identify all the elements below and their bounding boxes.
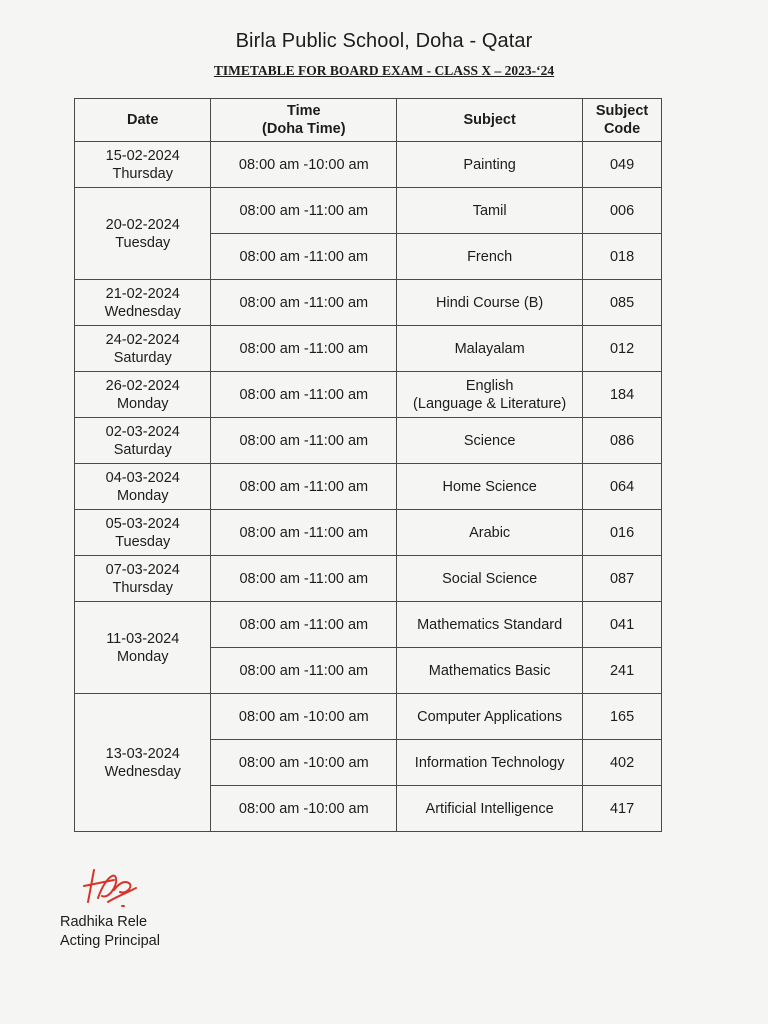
date-cell bbox=[75, 694, 211, 832]
exam-date: 07-03-2024 bbox=[105, 561, 180, 578]
subject-cell: Malayalam bbox=[397, 326, 583, 372]
timetable-subtitle: TIMETABLE FOR BOARD EXAM - CLASS X – 2023-‘24 bbox=[213, 63, 555, 78]
subject-line1: English bbox=[465, 377, 514, 394]
signature-mark bbox=[78, 862, 142, 910]
exam-date: 20-02-2024 bbox=[105, 216, 180, 233]
subject-cell bbox=[397, 372, 583, 418]
subject-cell: French bbox=[397, 234, 583, 280]
header-time bbox=[211, 99, 397, 142]
exam-day: Wednesday bbox=[104, 303, 181, 320]
subject-cell: Science bbox=[397, 418, 583, 464]
time-cell: 08:00 am -11:00 am bbox=[211, 234, 397, 280]
exam-day: Saturday bbox=[113, 441, 172, 458]
time-cell: 08:00 am -10:00 am bbox=[211, 142, 397, 188]
date-cell bbox=[75, 188, 211, 280]
code-cell: 041 bbox=[583, 602, 662, 648]
date-cell bbox=[75, 142, 211, 188]
exam-day: Monday bbox=[116, 648, 169, 665]
time-cell: 08:00 am -11:00 am bbox=[211, 280, 397, 326]
subject-cell: Painting bbox=[397, 142, 583, 188]
code-cell: 417 bbox=[583, 786, 662, 832]
exam-day: Thursday bbox=[112, 165, 173, 182]
exam-day: Thursday bbox=[112, 579, 173, 596]
exam-date: 05-03-2024 bbox=[105, 515, 180, 532]
table-row bbox=[75, 694, 662, 740]
code-cell: 006 bbox=[583, 188, 662, 234]
time-cell: 08:00 am -11:00 am bbox=[211, 648, 397, 694]
subject-cell: Mathematics Basic bbox=[397, 648, 583, 694]
header-date: Date bbox=[75, 99, 211, 142]
table-row bbox=[75, 556, 662, 602]
time-cell: 08:00 am -11:00 am bbox=[211, 556, 397, 602]
date-cell bbox=[75, 326, 211, 372]
header-code-line2: Code bbox=[603, 121, 641, 137]
date-cell bbox=[75, 418, 211, 464]
exam-day: Wednesday bbox=[104, 763, 181, 780]
subject-cell: Tamil bbox=[397, 188, 583, 234]
subject-cell: Arabic bbox=[397, 510, 583, 556]
header-subject: Subject bbox=[397, 99, 583, 142]
exam-date: 04-03-2024 bbox=[105, 469, 180, 486]
time-cell: 08:00 am -11:00 am bbox=[211, 188, 397, 234]
signatory-name: Radhika Rele bbox=[60, 914, 148, 930]
subject-cell: Information Technology bbox=[397, 740, 583, 786]
time-cell: 08:00 am -11:00 am bbox=[211, 602, 397, 648]
exam-date: 15-02-2024 bbox=[105, 147, 180, 164]
exam-day: Monday bbox=[116, 487, 169, 504]
subject-line2: (Language & Literature) bbox=[413, 395, 567, 412]
header-subject-code bbox=[583, 99, 662, 142]
code-cell: 184 bbox=[583, 372, 662, 418]
table-row bbox=[75, 372, 662, 418]
time-cell: 08:00 am -11:00 am bbox=[211, 464, 397, 510]
table-row bbox=[75, 510, 662, 556]
exam-date: 26-02-2024 bbox=[105, 377, 180, 394]
table-row bbox=[75, 280, 662, 326]
subject-cell: Social Science bbox=[397, 556, 583, 602]
header-time-line2: (Doha Time) bbox=[262, 121, 346, 137]
exam-date: 02-03-2024 bbox=[105, 423, 180, 440]
table-header-row bbox=[75, 99, 662, 142]
code-cell: 241 bbox=[583, 648, 662, 694]
table-row bbox=[75, 464, 662, 510]
header-code-line1: Subject bbox=[595, 103, 649, 119]
exam-date: 24-02-2024 bbox=[105, 331, 180, 348]
time-cell: 08:00 am -11:00 am bbox=[211, 326, 397, 372]
subject-cell: Computer Applications bbox=[397, 694, 583, 740]
timetable-table bbox=[74, 98, 662, 832]
time-cell: 08:00 am -11:00 am bbox=[211, 418, 397, 464]
code-cell: 049 bbox=[583, 142, 662, 188]
date-cell bbox=[75, 372, 211, 418]
school-title: Birla Public School, Doha - Qatar bbox=[235, 30, 533, 52]
date-cell bbox=[75, 510, 211, 556]
exam-date: 13-03-2024 bbox=[105, 745, 180, 762]
code-cell: 087 bbox=[583, 556, 662, 602]
signatory-title: Acting Principal bbox=[60, 933, 160, 949]
code-cell: 085 bbox=[583, 280, 662, 326]
code-cell: 016 bbox=[583, 510, 662, 556]
code-cell: 018 bbox=[583, 234, 662, 280]
code-cell: 165 bbox=[583, 694, 662, 740]
subject-cell: Home Science bbox=[397, 464, 583, 510]
code-cell: 086 bbox=[583, 418, 662, 464]
exam-day: Tuesday bbox=[115, 234, 171, 251]
subject-cell: Hindi Course (B) bbox=[397, 280, 583, 326]
date-cell bbox=[75, 602, 211, 694]
signatory bbox=[60, 913, 160, 951]
table-row bbox=[75, 326, 662, 372]
exam-date: 11-03-2024 bbox=[106, 630, 180, 647]
code-cell: 012 bbox=[583, 326, 662, 372]
time-cell: 08:00 am -11:00 am bbox=[211, 510, 397, 556]
exam-day: Tuesday bbox=[115, 533, 171, 550]
code-cell: 064 bbox=[583, 464, 662, 510]
time-cell: 08:00 am -10:00 am bbox=[211, 786, 397, 832]
table-row bbox=[75, 602, 662, 648]
time-cell: 08:00 am -11:00 am bbox=[211, 372, 397, 418]
subject-cell: Mathematics Standard bbox=[397, 602, 583, 648]
table-row bbox=[75, 418, 662, 464]
time-cell: 08:00 am -10:00 am bbox=[211, 694, 397, 740]
table-row bbox=[75, 142, 662, 188]
exam-day: Monday bbox=[116, 395, 169, 412]
code-cell: 402 bbox=[583, 740, 662, 786]
date-cell bbox=[75, 464, 211, 510]
table-row bbox=[75, 188, 662, 234]
exam-day: Saturday bbox=[113, 349, 172, 366]
subject-cell: Artificial Intelligence bbox=[397, 786, 583, 832]
date-cell bbox=[75, 280, 211, 326]
date-cell bbox=[75, 556, 211, 602]
exam-date: 21-02-2024 bbox=[105, 285, 180, 302]
header-time-line1: Time bbox=[287, 103, 321, 119]
time-cell: 08:00 am -10:00 am bbox=[211, 740, 397, 786]
